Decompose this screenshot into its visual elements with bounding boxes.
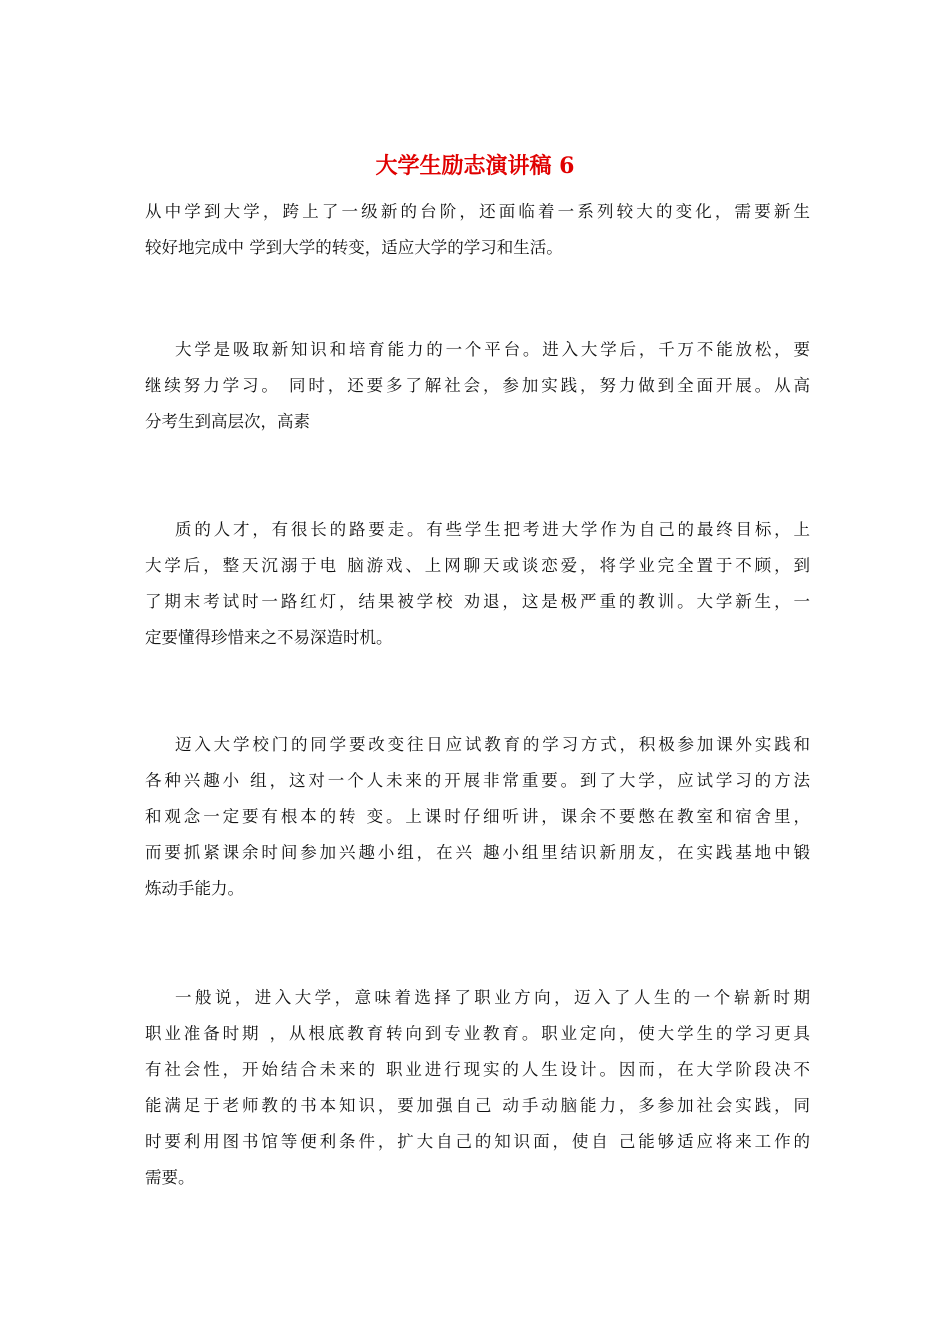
paragraph-line: 大学后，整天沉溺于电 脑游戏、上网聊天或谈恋爱，将学业完全置于不顾，到 [145,556,810,575]
paragraph-line: 职业准备时期 ，从根底教育转向到专业教育。职业定向，使大学生的学习更具 [145,1024,810,1043]
paragraph-1 [145,194,810,266]
document-title: 大学生励志演讲稿 6 [375,153,575,179]
paragraph-5 [145,980,810,1196]
paragraph-line: 较好地完成中 学到大学的转变，适应大学的学习和生活。 [145,238,563,257]
paragraph-line: 了期末考试时一路红灯，结果被学校 劝退，这是极严重的教训。大学新生，一 [145,592,810,611]
paragraph-line: 分考生到高层次，高素 [145,412,310,431]
paragraph-line: 而要抓紧课余时间参加兴趣小组，在兴 趣小组里结识新朋友，在实践基地中锻 [145,843,810,862]
paragraph-line: 各种兴趣小 组，这对一个人未来的开展非常重要。到了大学，应试学习的方法 [145,771,810,790]
paragraph-line: 有社会性，开始结合未来的 职业进行现实的人生设计。因而，在大学阶段决不 [145,1060,810,1079]
paragraph-line: 炼动手能力。 [145,879,244,898]
paragraph-line: 继续努力学习。 同时，还要多了解社会，参加实践，努力做到全面开展。从高 [145,376,810,395]
paragraph-line: 从中学到大学，跨上了一级新的台阶，还面临着一系列较大的变化，需要新生 [145,202,810,221]
paragraph-line: 质的人才，有很长的路要走。有些学生把考进大学作为自己的最终目标，上 [175,520,810,539]
paragraph-2 [145,332,810,440]
paragraph-line: 大学是吸取新知识和培育能力的一个平台。进入大学后，千万不能放松，要 [175,340,810,359]
paragraph-line: 需要。 [145,1168,195,1187]
paragraph-3 [145,512,810,656]
paragraph-line: 能满足于老师教的书本知识，要加强自己 动手动脑能力，多参加社会实践，同 [145,1096,810,1115]
paragraph-line: 一般说，进入大学，意味着选择了职业方向，迈入了人生的一个崭新时期 [175,988,810,1007]
paragraph-line: 时要利用图书馆等便利条件，扩大自己的知识面，使自 己能够适应将来工作的 [145,1132,810,1151]
paragraph-line: 和观念一定要有根本的转 变。上课时仔细听讲，课余不要憋在教室和宿舍里， [145,807,810,826]
paragraph-line: 定要懂得珍惜来之不易深造时机。 [145,628,393,647]
paragraph-4 [145,727,810,907]
paragraph-line: 迈入大学校门的同学要改变往日应试教育的学习方式，积极参加课外实践和 [175,735,810,754]
